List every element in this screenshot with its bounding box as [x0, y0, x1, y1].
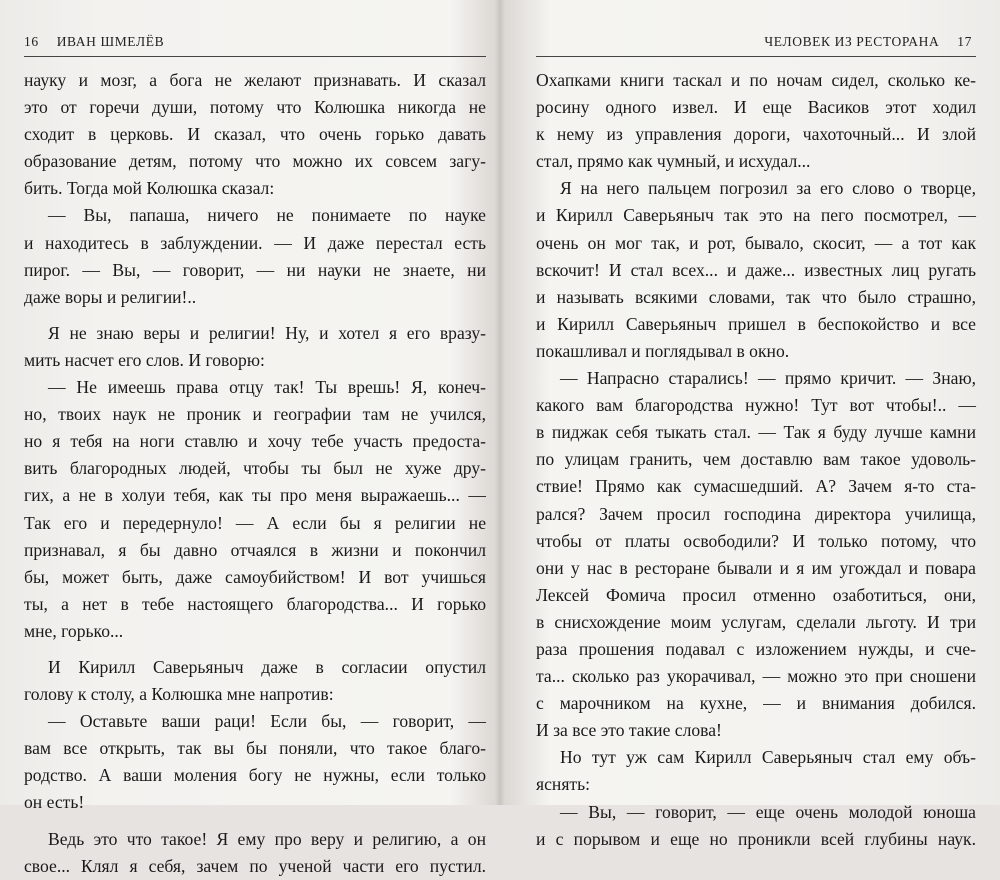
text-line: — Вы, — говорит, — еще очень молодой юноша — [560, 801, 976, 822]
text-line: даже воры и религии!.. — [24, 286, 197, 307]
header-rule — [24, 56, 486, 57]
text-line: Так его и передернуло! — А если бы я религии не — [24, 512, 486, 533]
text-line: по улицам гранить, чем доставлю вам такое удоволь- — [536, 449, 976, 470]
right-page — [500, 0, 1000, 849]
text-line: свое... Клял я себя, зачем по ученой части его пустил. — [24, 855, 486, 876]
text-line: гих, а не в холуи тебя, как ты про меня выражаешь... — — [24, 485, 486, 506]
text-line: и Кирилл Саверьяныч пришел в беспокойство и все — [536, 313, 976, 334]
text-line: признавал, я бы давно отчаялся в жизни и покончил — [24, 539, 486, 560]
text-line: с марочником на кухне, — и внимания добился. — [536, 693, 976, 714]
text-line: рался? Зачем просил господина директора училища, — [536, 503, 976, 524]
text-line: он есть! — [24, 792, 85, 813]
text-line: образование детям, потому что можно их совсем загу- — [24, 151, 486, 172]
text-line: и называть всякими словами, так что было страшно, — [536, 286, 976, 307]
left-running-head — [24, 34, 486, 54]
text-line: очень он мог так, и рот, бывало, скосит, — а тот как — [536, 232, 976, 253]
text-line: мить насчет его слов. И говорю: — [24, 349, 265, 370]
text-line: Я не знаю веры и религии! Ну, и хотел я его вразу- — [48, 322, 486, 343]
text-line: стал, прямо как чумный, и исхудал... — [536, 151, 811, 172]
text-line: Но тут уж сам Кирилл Саверьяныч стал ему объ- — [560, 747, 976, 768]
text-line: вам все открыть, так вы бы поняли, что такое благо- — [24, 738, 486, 759]
paragraph-gap — [24, 817, 486, 826]
text-line: — Не имеешь права отцу так! Ты врешь! Я, конеч- — [48, 377, 486, 398]
text-line: родство. А ваши моления богу не нужны, если только — [24, 765, 486, 786]
author-name: ИВАН ШМЕЛЁВ — [56, 34, 165, 49]
text-line: но, твоих наук не проник и географии там не учился, — [24, 404, 486, 425]
text-line: сходит в церковь. И сказал, что очень горько давать — [24, 124, 486, 145]
text-line: — Напрасно старались! — прямо кричит. — Знаю, — [560, 368, 976, 389]
text-line: науку и мозг, а бога не желают признавать. И сказал — [24, 70, 486, 90]
text-line: И Кирилл Саверьяныч даже в согласии опустил — [48, 656, 486, 677]
paragraph-gap — [24, 645, 486, 654]
text-line: ты, а нет в тебе настоящего благородства... И горько — [24, 593, 486, 614]
text-line: мне, горько... — [24, 620, 124, 641]
text-line: бы, может быть, даже самоубийством! И вот учишься — [24, 566, 486, 587]
text-line: покашливал и поглядывал в окно. — [536, 340, 790, 361]
text-line: и с порывом и еще но проникли всей глубины наук. — [536, 828, 976, 849]
page-number: 17 — [957, 34, 972, 49]
text-line: к нему из управления дороги, чахоточный... И злой — [536, 124, 976, 145]
text-line: раза прошения подавал с изложением нужды, и сче- — [536, 638, 976, 659]
text-line: какого вам благородства нужно! Тут вот чтобы!.. — — [536, 395, 976, 416]
text-line: та... сколько раз укорачивал, — можно это при сношени — [536, 666, 976, 687]
text-line: и Кирилл Саверьяныч так это на пего посмотрел, — — [536, 205, 976, 226]
paragraph-gap — [24, 311, 486, 320]
text-line: Я на него пальцем погрозил за его слово о творце, — [560, 178, 976, 199]
text-line: в снисхождение моим услугам, сделали льготу. И три — [536, 611, 976, 632]
story-title: ЧЕЛОВЕК ИЗ РЕСТОРАНА — [764, 34, 940, 49]
left-page — [0, 0, 500, 876]
text-line: в пиджак себя тыкать стал. — Так я буду лучше камни — [536, 422, 976, 443]
right-page-text — [536, 67, 976, 853]
text-line: Ведь это что такое! Я ему про веру и религию, а он — [48, 828, 486, 849]
page-number: 16 — [24, 34, 39, 49]
text-line: росину одного извел. И еще Васиков этот ходил — [536, 97, 976, 118]
left-page-text — [24, 67, 486, 880]
text-line: они у нас в ресторане бывали и я им угождал и повара — [536, 557, 976, 578]
text-line: но я тебя на ноги ставлю и хочу тебе участь предоста- — [24, 431, 486, 452]
text-line: Охапками книги таскал и по ночам сидел, сколько ке- — [536, 70, 976, 90]
text-line: голову к столу, а Колюшка мне напротив: — [24, 684, 334, 705]
text-line: пирог. — Вы, — говорит, — ни науки не знаете, ни — [24, 259, 486, 280]
header-rule — [536, 56, 976, 57]
text-line: вскочит! И стал всех... и даже... известных лиц ругать — [536, 259, 976, 280]
text-line: Лексей Фомича просил отменно озаботиться, они, — [536, 584, 976, 605]
text-line: и находитесь в заблуждении. — И даже перестал есть — [24, 232, 486, 253]
text-line: ствие! Прямо как сумасшедший. А? Зачем я-то ста- — [536, 476, 976, 497]
text-line: это от горечи души, потому что Колюшка никогда не — [24, 97, 486, 118]
text-line: И за все это такие слова! — [536, 720, 722, 741]
text-line: вить благородных людей, чтобы ты был не хуже дру- — [24, 458, 486, 479]
text-line: чтобы от платы освободили? И только потому, что — [536, 530, 976, 551]
text-line: — Оставьте ваши раци! Если бы, — говорит, — — [48, 711, 486, 732]
right-running-head — [536, 34, 976, 54]
text-line: бить. Тогда мой Колюшка сказал: — [24, 178, 275, 199]
text-line: яснять: — [536, 774, 591, 795]
text-line: — Вы, папаша, ничего не понимаете по науке — [48, 205, 486, 226]
